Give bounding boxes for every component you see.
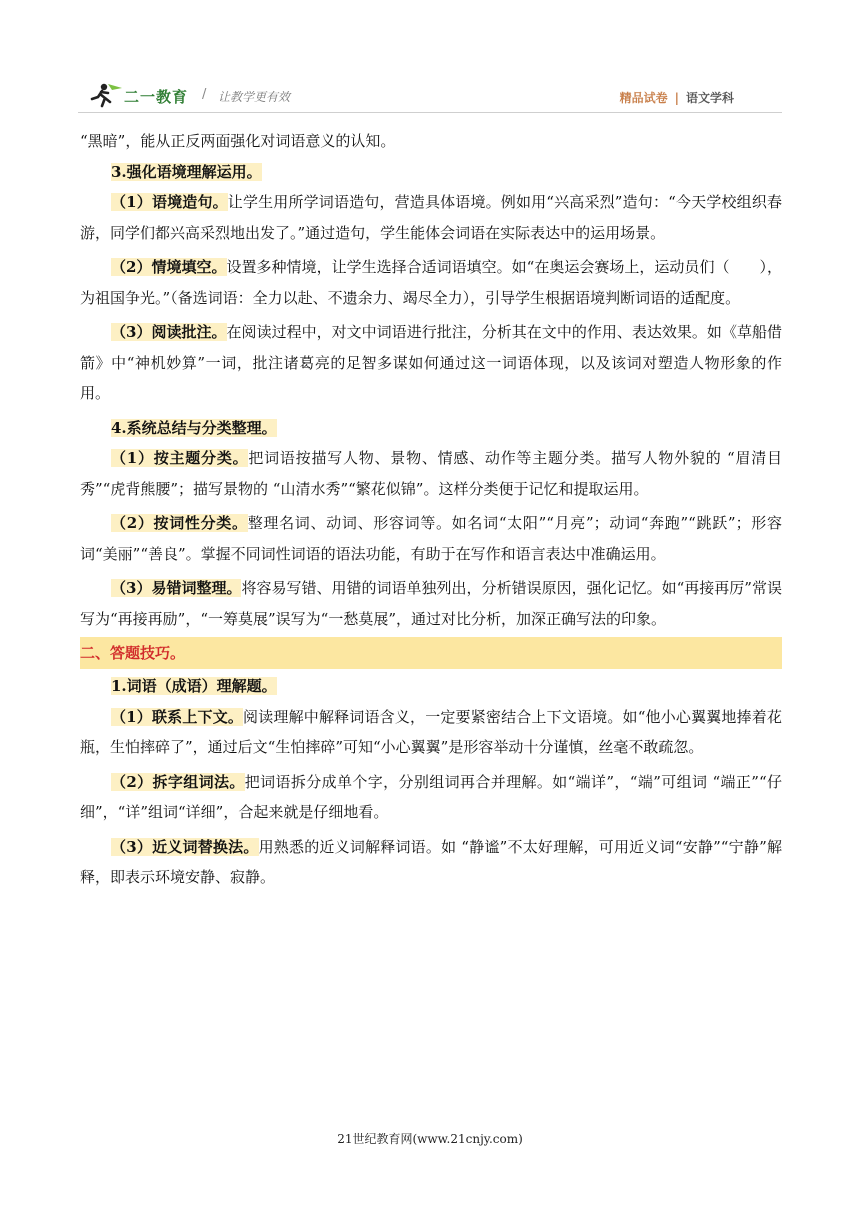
paragraph-head: （1）联系上下文。 (111, 707, 244, 726)
paragraph-head: （3）易错词整理。 (111, 579, 242, 597)
paragraph-body: 把词语按描写人物、景物、情感、动作等主题分类。描写人物外貌的 “眉清目秀”“虎背熊腰”；描写景物的 “山清水秀”“繁花似锦”。这样分类便于记忆和提取运用。 (80, 449, 782, 498)
paragraph-head: （2）拆字组词法。 (111, 772, 245, 791)
logo-slash: / (202, 87, 207, 102)
heading-5 (80, 671, 782, 702)
paragraph-head: （1）语境造句。 (111, 193, 228, 211)
paragraph-body: 设置多种情境，让学生选择合适词语填空。如“在奥运会赛场上，运动员们（ ），为祖国争光。”（备选词语：全力以赴、不遗余力、竭尽全力），引导学生根据语境判断词语的适配度。 (80, 258, 782, 307)
paragraph-continuation: “黑暗”，能从正反两面强化对词语意义的认知。 (80, 132, 396, 150)
paragraph-body: 在阅读过程中，对文中词语进行批注，分析其在文中的作用、表达效果。如《草船借箭》中“神机妙算”一词，批注诸葛亮的足智多谋如何通过这一词语体现，以及该词对塑造人物形象的作用。 (80, 323, 782, 402)
paragraph-situation-fill (80, 252, 782, 313)
tag-premium-exam: 精品试卷 (619, 91, 668, 105)
paragraph-split-chars (80, 767, 782, 828)
paragraph-body: 整理名词、动词、形容词等。如名词“太阳”“月亮”；动词“奔跑”“跳跃”；形容词“美丽”“善良”。掌握不同词性词语的语法功能，有助于在写作和语言表达中准确运用。 (80, 514, 782, 563)
header-divider (78, 112, 782, 113)
logo-slogan: 让教学更有效 (218, 90, 291, 104)
heading-3-text: 3.强化语境理解运用。 (111, 162, 262, 181)
paragraph-synonym-replace (80, 832, 782, 893)
section-heading-answer-skills: 二、答题技巧。 (80, 637, 782, 669)
paragraph-body: 将容易写错、用错的词语单独列出，分析错误原因，强化记忆。如“再接再厉”常误写为“再接再励”，“一筹莫展”误写为“一愁莫展”，通过对比分析，加深正确写法的印象。 (80, 579, 782, 628)
paragraph-error-words (80, 573, 782, 634)
paragraph-context-sentence (80, 187, 782, 248)
header-tags (620, 89, 734, 106)
paragraph-head: （2）情境填空。 (111, 258, 227, 276)
paragraph-head: （3）阅读批注。 (111, 323, 227, 341)
heading-4 (80, 413, 782, 444)
document-body (80, 126, 782, 893)
paragraph-body: 用熟悉的近义词解释词语。如 “静谧”不太好理解，可用近义词“安静”“宁静”解释，即表示环境安静、寂静。 (80, 837, 782, 886)
paragraph-head: （1）按主题分类。 (111, 449, 249, 467)
tag-chinese-subject: 语文学科 (685, 91, 734, 105)
paragraph-theme-classify (80, 443, 782, 504)
paragraph-context-link (80, 702, 782, 763)
runner-logo-icon (88, 82, 124, 108)
tag-separator: | (674, 91, 679, 105)
heading-4-text: 4.系统总结与分类整理。 (111, 418, 277, 437)
page-footer: 21世纪教育网(www.21cnjy.com) (337, 1132, 523, 1146)
logo-name: 二一教育 (124, 88, 189, 106)
paragraph-body: 阅读理解中解释词语含义，一定要紧密结合上下文语境。如“他小心翼翼地捧着花瓶，生怕摔碎了”，通过后文“生怕摔碎”可知“小心翼翼”是形容举动十分谨慎，丝毫不敢疏忽。 (80, 707, 782, 756)
paragraph-body: 把词语拆分成单个字，分别组词再合并理解。如“端详”，“端”可组词 “端正”“仔细”，“详”组词“详细”，合起来就是仔细地看。 (80, 772, 782, 821)
paragraph-head: （3）近义词替换法。 (111, 837, 259, 856)
paragraph-reading-annotation (80, 317, 782, 409)
page-header (78, 82, 782, 108)
paragraph-pos-classify (80, 508, 782, 569)
paragraph-head: （2）按词性分类。 (111, 514, 248, 532)
heading-5-text: 1.词语（成语）理解题。 (111, 677, 277, 695)
heading-3 (80, 157, 782, 188)
paragraph-body: 让学生用所学词语造句，营造具体语境。例如用“兴高采烈”造句：“今天学校组织春游，同学们都兴高采烈地出发了。”通过造句，学生能体会词语在实际表达中的运用场景。 (80, 193, 782, 242)
